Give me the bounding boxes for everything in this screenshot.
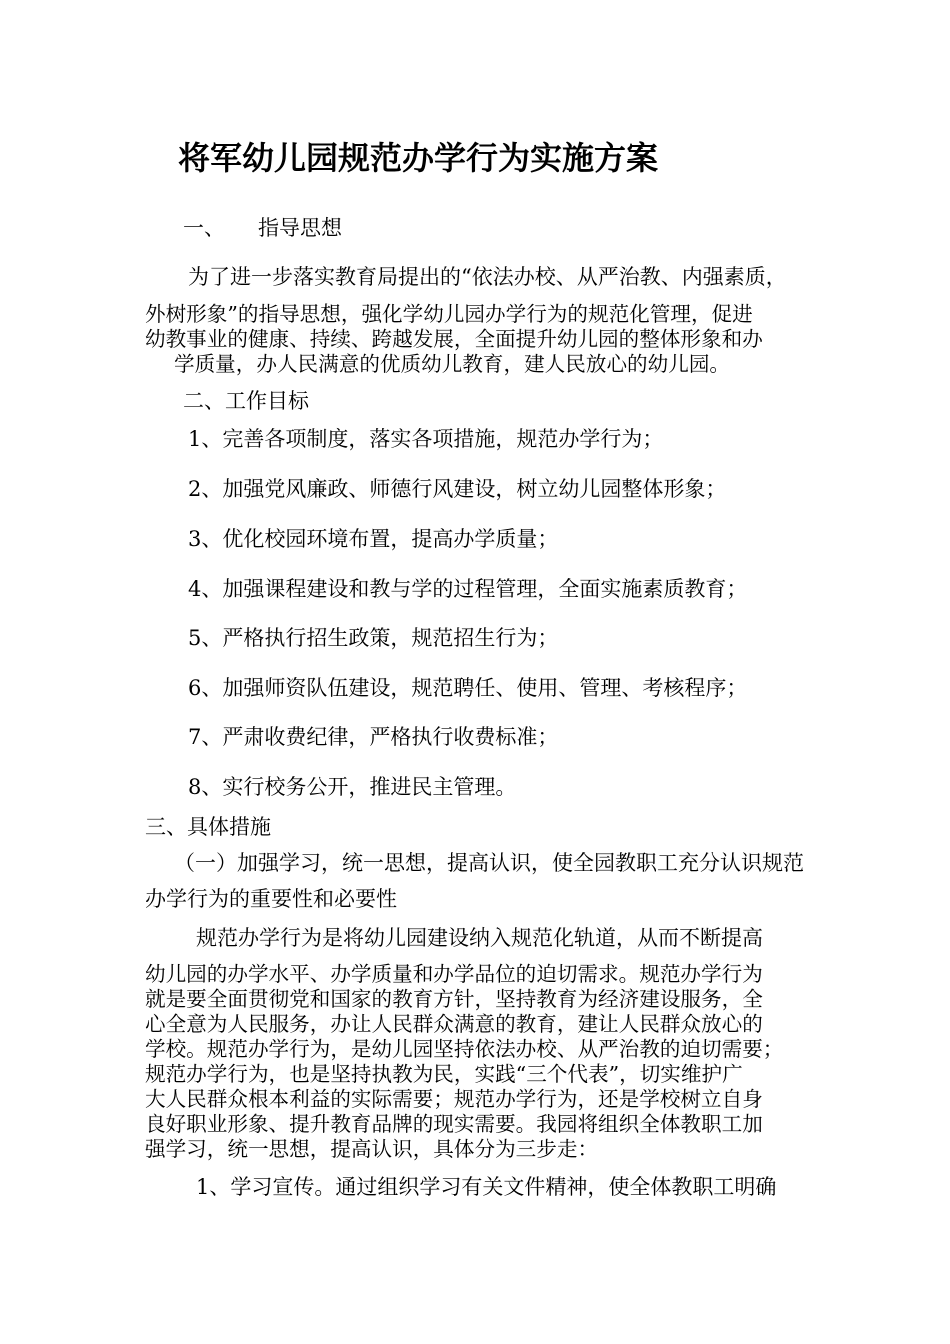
section-3-paragraph-line: 心全意为人民服务，办让人民群众满意的教育，建让人民群众放心的 [145,1012,763,1036]
goal-item: 7、严肃收费纪律，严格执行收费标准； [188,725,559,749]
document-title: 将军幼儿园规范办学行为实施方案 [178,139,659,177]
goal-item: 6、加强师资队伍建设，规范聘任、使用、管理、考核程序； [188,676,748,700]
goal-item: 4、加强课程建设和教与学的过程管理，全面实施素质教育； [188,577,748,601]
section-3-paragraph-line: 良好职业形象、提升教育品牌的现实需要。我园将组织全体教职工加 [145,1112,763,1136]
subsection-1-title-line: 办学行为的重要性和必要性 [145,887,397,911]
section-3-paragraph-line: 规范办学行为，也是坚持执教为民，实践“三个代表”，切实维护广 [145,1062,743,1086]
goal-item: 1、完善各项制度，落实各项措施，规范办学行为； [188,427,664,451]
section-3-paragraph-line: 大人民群众根本利益的实际需要；规范办学行为，还是学校树立自身 [145,1087,763,1111]
section-3-paragraph-line: 规范办学行为是将幼儿园建设纳入规范化轨道，从而不断提高 [196,926,763,950]
section-1-paragraph-line: 为了进一步落实教育局提出的“依法办校、从严治教、内强素质， [188,265,787,289]
section-1-paragraph-line: 外树形象”的指导思想，强化学幼儿园办学行为的规范化管理，促进 [145,302,753,326]
goal-item: 3、优化校园环境布置，提高办学质量； [188,527,559,551]
section-3-heading: 三、具体措施 [145,815,271,839]
step-1-line: 1、学习宣传。通过组织学习有关文件精神，使全体教职工明确 [196,1175,777,1199]
section-1-paragraph-line: 幼教事业的健康、持续、跨越发展，全面提升幼儿园的整体形象和办 [145,327,763,351]
section-2-heading: 二、工作目标 [183,389,309,413]
goal-item: 2、加强党风廉政、师德行风建设，树立幼儿园整体形象； [188,477,727,501]
section-1-number: 一、 [183,216,225,240]
section-3-paragraph-line: 幼儿园的办学水平、办学质量和办学品位的迫切需求。规范办学行为 [145,962,763,986]
goal-item: 5、严格执行招生政策，规范招生行为； [188,626,559,650]
section-3-paragraph-line: 学校。规范办学行为，是幼儿园坚持依法办校、从严治教的迫切需要； [145,1037,784,1061]
section-1-heading: 指导思想 [258,216,342,240]
subsection-1-title-line: （一）加强学习，统一思想，提高认识，使全园教职工充分认识规范 [174,851,804,875]
section-3-paragraph-line: 强学习，统一思想，提高认识，具体分为三步走： [145,1137,599,1161]
section-3-paragraph-line: 就是要全面贯彻党和国家的教育方针，坚持教育为经济建设服务，全 [145,987,763,1011]
section-1-paragraph-line: 学质量，办人民满意的优质幼儿教育，建人民放心的幼儿园。 [174,352,731,376]
goal-item: 8、实行校务公开，推进民主管理。 [188,775,517,799]
